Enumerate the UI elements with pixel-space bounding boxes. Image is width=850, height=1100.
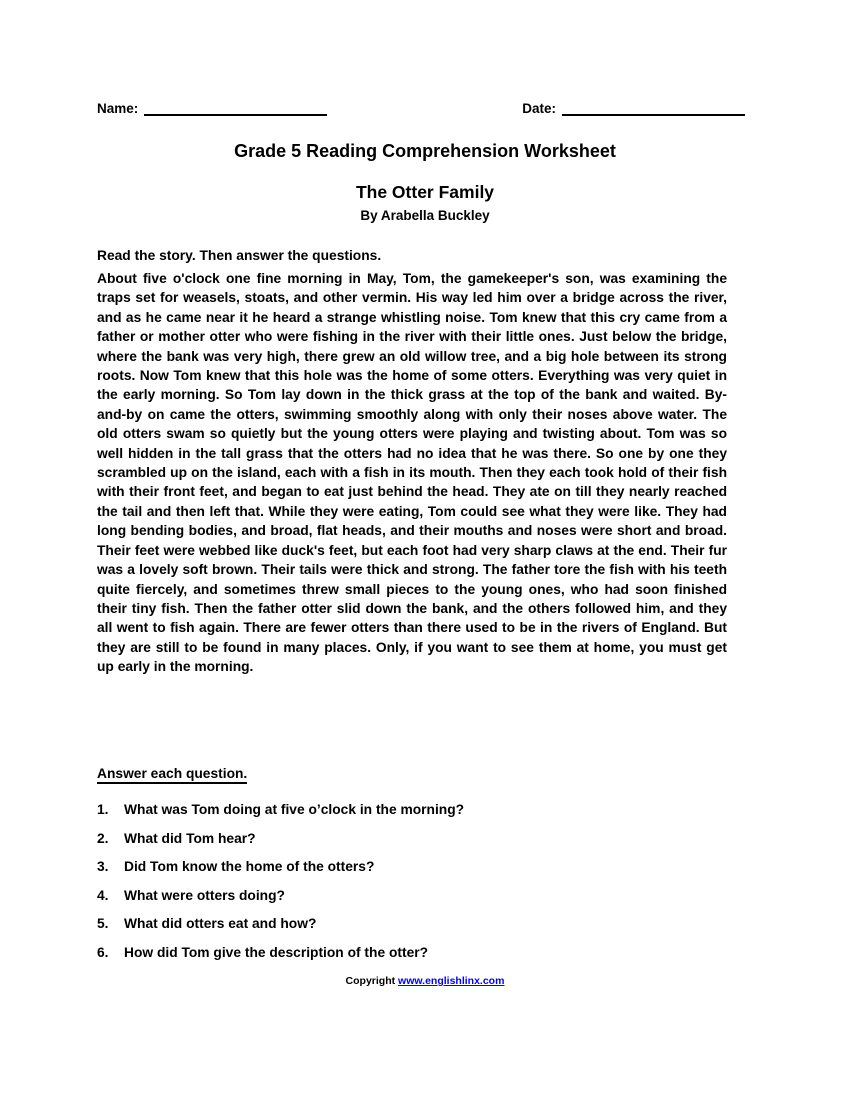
questions-heading-text: Answer each question. xyxy=(97,766,247,784)
question-number: 2. xyxy=(97,830,109,846)
question-item xyxy=(97,887,727,905)
date-blank-line xyxy=(562,101,745,116)
story-body: About five o'clock one fine morning in May, Tom, the gamekeeper's son, was examining the traps set for weasels, stoats, and other vermin. His way led him over a bridge across the river, and as he came near it he heard a strange whistling noise. Tom knew that this cry came from a father or mother otter who were fishing in the river with their little ones. Just below the bridge, where the bank was very high, there grew an old willow tree, and a big hole between its strong roots. Now Tom knew that this hole was the home of some otters. Everything was very quiet in the early morning. So Tom lay down in the thick grass at the top of the bank and waited. By-and-by on came the otters, swimming smoothly along with only their noses above water. The old otters swam so quietly but the young otters were playing and twisting about. Tom was so well hidden in the tall grass that the otters had no idea that he was there. So one by one they scrambled up on the island, each with a fish in its mouth. Then they each took hold of their fish with their front feet, and began to eat just behind the head. They ate on till they nearly reached the tail and then left that. While they were eating, Tom could see what they were like. They had long bending bodies, and broad, flat heads, and their mouths and noses were short and broad. Their feet were webbed like duck's feet, but each foot had very sharp claws at the end. Their fur was a lovely soft brown. Their tails were thick and strong. The father tore the fish with his teeth quite fiercely, and sometimes threw small pieces to the young ones, who had soon finished their tiny fish. Then the father otter slid down the bank, and the others followed him, and they all went to fish again. There are fewer otters than there used to be in the rivers of England. But they are still to be found in many places. Only, if you want to see them at home, you must get up early in the morning. xyxy=(97,271,727,675)
name-label: Name: xyxy=(97,101,139,116)
story-title: The Otter Family xyxy=(355,182,495,202)
question-text: What were otters doing? xyxy=(124,887,285,903)
question-item xyxy=(97,915,727,933)
question-text: What did otters eat and how? xyxy=(124,916,317,931)
question-text: How did Tom give the description of the otter? xyxy=(124,944,429,960)
date-field-group xyxy=(522,101,745,116)
question-item xyxy=(97,801,727,819)
copyright-footer xyxy=(0,975,850,987)
question-number: 3. xyxy=(97,859,109,874)
question-text: What was Tom doing at five o’clock in the morning? xyxy=(124,802,465,817)
name-date-row xyxy=(97,101,745,116)
date-label: Date: xyxy=(522,101,556,116)
name-field-group xyxy=(97,101,327,116)
question-number: 1. xyxy=(97,802,109,817)
question-number: 5. xyxy=(97,916,109,931)
questions-list xyxy=(97,801,727,962)
question-number: 4. xyxy=(97,887,109,903)
name-blank-line xyxy=(144,101,327,116)
question-text: What did Tom hear? xyxy=(124,830,256,846)
question-item xyxy=(97,944,727,962)
question-item xyxy=(97,830,727,848)
questions-heading xyxy=(97,766,247,784)
question-text: Did Tom know the home of the otters? xyxy=(124,859,375,874)
story-author: By Arabella Buckley xyxy=(360,208,490,223)
question-item xyxy=(97,858,727,876)
copyright-label: Copyright xyxy=(345,975,396,987)
worksheet-title: Grade 5 Reading Comprehension Worksheet xyxy=(234,141,616,161)
question-number: 6. xyxy=(97,944,109,960)
englishlinx-link[interactable]: www.englishlinx.com xyxy=(398,975,505,987)
story-instruction: Read the story. Then answer the questions. xyxy=(97,248,382,263)
